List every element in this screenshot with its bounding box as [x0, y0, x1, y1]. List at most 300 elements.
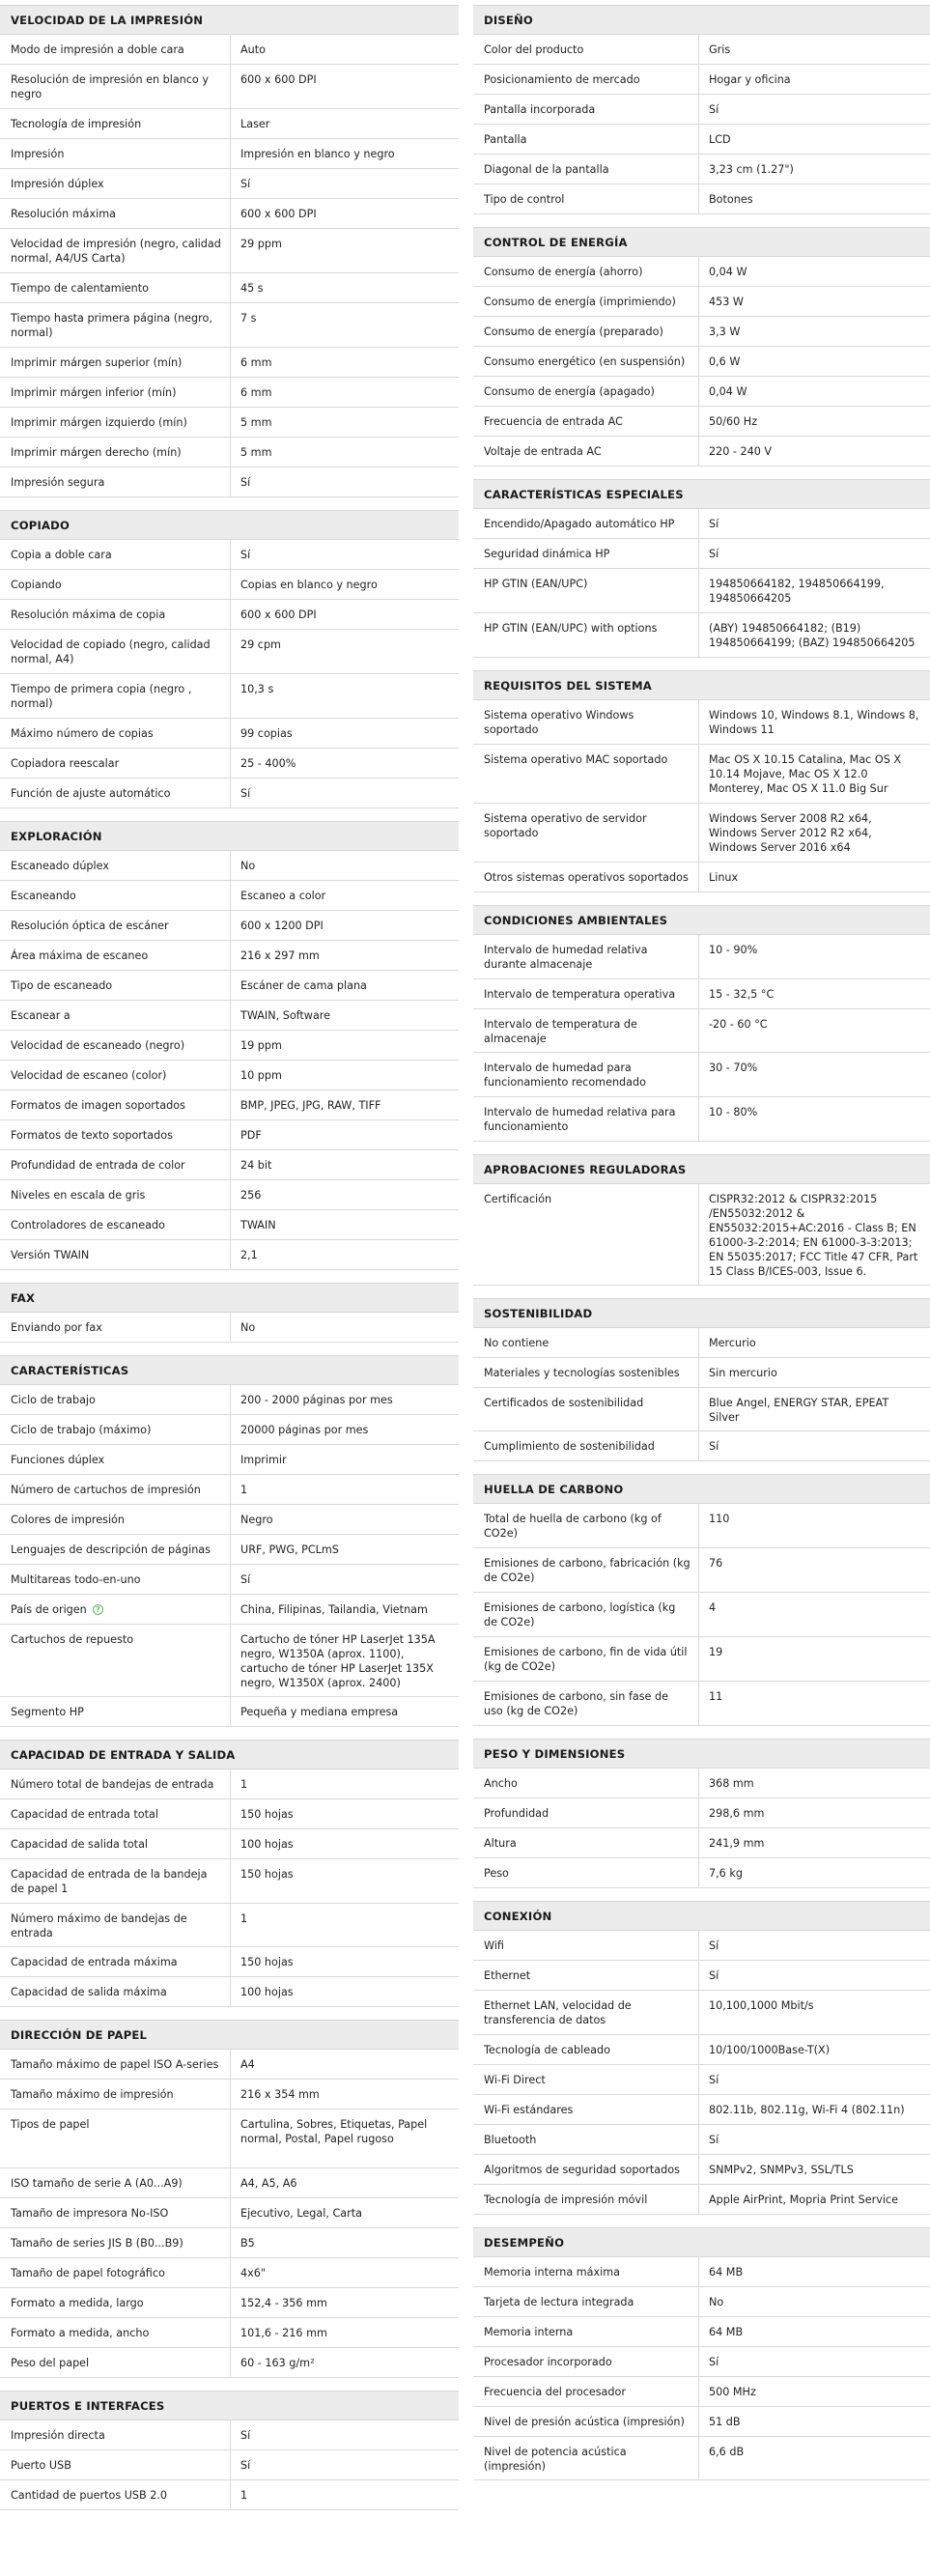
spec-row	[473, 804, 930, 863]
spec-row	[473, 979, 930, 1009]
spec-label: Emisiones de carbono, fin de vida útil (kg de CO2e)	[484, 1646, 688, 1673]
spec-label: Tipo de control	[484, 193, 565, 206]
spec-value: 45 s	[240, 282, 264, 295]
spec-value: 10 - 90%	[709, 944, 758, 956]
section-title: PESO Y DIMENSIONES	[473, 1739, 930, 1769]
spec-row	[473, 2185, 930, 2215]
spec-label: Pantalla	[484, 133, 527, 146]
spec-label: Capacidad de entrada de la bandeja de papel 1	[11, 1868, 208, 1895]
spec-label: Formatos de texto soportados	[11, 1129, 173, 1142]
spec-value: CISPR32:2012 & CISPR32:2015 /EN55032:2012 & EN55032:2015+AC:2016 - Class B; EN 61000-3-2:2014; EN 61000-3-3:2013; EN 55035:2017; FCC Title 47 CFR, Part 15 Class B/ICES-003, Issue 6.	[709, 1193, 918, 1278]
spec-label-cell	[473, 1991, 699, 2034]
spec-value: 100 hojas	[240, 1986, 294, 1998]
spec-value: LCD	[709, 133, 731, 146]
spec-label-cell	[0, 2348, 231, 2377]
spec-row	[473, 407, 930, 437]
spec-row	[0, 1001, 459, 1031]
spec-value: 256	[240, 1189, 262, 1202]
section-requisitos-del-sistema	[473, 670, 930, 892]
section-title: DIRECCIÓN DE PAPEL	[0, 2020, 459, 2050]
spec-value: 51 dB	[709, 2416, 741, 2428]
section-sostenibilidad	[473, 1298, 930, 1461]
section-title: REQUISITOS DEL SISTEMA	[473, 670, 930, 700]
spec-value: 15 - 32,5 °C	[709, 988, 775, 1001]
spec-label: Capacidad de entrada máxima	[11, 1956, 178, 1968]
spec-label: Tipos de papel	[11, 2118, 90, 2131]
spec-row	[0, 348, 459, 378]
spec-label-cell	[0, 719, 231, 748]
spec-row	[0, 911, 459, 941]
spec-row	[473, 1053, 930, 1097]
spec-label-cell	[473, 804, 699, 862]
spec-row	[0, 1475, 459, 1505]
spec-value: Auto	[240, 43, 266, 56]
spec-value: -20 - 60 °C	[709, 1018, 768, 1031]
spec-row	[0, 438, 459, 467]
spec-row	[473, 65, 930, 95]
spec-value: 100 hojas	[240, 1838, 294, 1851]
spec-label-cell	[473, 2437, 699, 2479]
spec-label-cell	[0, 2288, 231, 2317]
spec-value: Imprimir	[240, 1454, 287, 1466]
spec-row	[0, 2198, 459, 2228]
spec-label: Posicionamiento de mercado	[484, 73, 640, 86]
spec-label-cell	[0, 2420, 231, 2449]
spec-label-cell	[0, 378, 231, 407]
spec-value: 3,3 W	[709, 326, 741, 338]
spec-value: (ABY) 194850664182; (B19) 194850664199; (BAZ) 194850664205	[709, 622, 916, 649]
spec-label-cell	[0, 1595, 231, 1624]
section-direccion-de-papel	[0, 2020, 459, 2378]
spec-row	[473, 2407, 930, 2437]
spec-row	[473, 287, 930, 317]
spec-value: Sí	[709, 2356, 719, 2368]
spec-value: BMP, JPEG, JPG, RAW, TIFF	[240, 1099, 381, 1112]
spec-value: 6 mm	[240, 356, 272, 369]
section-caracteristicas-especiales	[473, 479, 930, 658]
spec-label: Frecuencia de entrada AC	[484, 415, 623, 428]
spec-label-cell	[473, 1637, 699, 1681]
spec-value: 64 MB	[709, 2266, 744, 2279]
spec-row	[0, 778, 459, 808]
spec-row	[473, 863, 930, 892]
spec-row	[473, 2377, 930, 2407]
spec-row	[473, 1798, 930, 1828]
spec-value: 241,9 mm	[709, 1837, 765, 1850]
spec-label: Cartuchos de repuesto	[11, 1633, 134, 1646]
spec-label-cell	[0, 1090, 231, 1119]
spec-value: Mac OS X 10.15 Catalina, Mac OS X 10.14 Mojave, Mac OS X 12.0 Monterey, Mac OS X 11.0 Big Sur	[709, 753, 902, 795]
spec-label: Tipo de escaneado	[11, 979, 113, 992]
spec-label: Nivel de presión acústica (impresión)	[484, 2416, 685, 2428]
help-icon[interactable]: ?	[93, 1604, 103, 1615]
spec-value: 1	[240, 1778, 248, 1791]
spec-value: 600 x 600 DPI	[240, 73, 317, 86]
spec-label-cell	[473, 347, 699, 376]
spec-row	[0, 1090, 459, 1120]
spec-value: B5	[240, 2237, 255, 2250]
spec-row	[0, 303, 459, 348]
spec-row	[473, 1769, 930, 1798]
spec-value: 10,3 s	[240, 683, 274, 695]
spec-value: 7,6 kg	[709, 1867, 743, 1880]
spec-row	[0, 1625, 459, 1697]
spec-label-cell	[0, 1625, 231, 1696]
spec-label-cell	[473, 95, 699, 124]
spec-value: 29 cpm	[240, 638, 281, 651]
spec-label-cell	[0, 2450, 231, 2479]
spec-label-cell	[473, 1431, 699, 1460]
spec-value: 24 bit	[240, 1159, 272, 1172]
spec-row	[0, 1061, 459, 1090]
section-title: COPIADO	[0, 510, 459, 540]
spec-label: Imprimir márgen superior (mín)	[11, 356, 183, 369]
spec-row	[0, 2168, 459, 2198]
spec-value: 600 x 1200 DPI	[240, 920, 324, 932]
spec-label: Otros sistemas operativos soportados	[484, 871, 689, 884]
spec-value: 216 x 297 mm	[240, 949, 320, 962]
spec-value: Sí	[240, 549, 251, 561]
spec-value: Hogar y oficina	[709, 73, 791, 86]
section-copiado	[0, 510, 459, 808]
spec-label: Ciclo de trabajo	[11, 1394, 96, 1406]
spec-label-cell	[0, 971, 231, 1000]
spec-value: 0,04 W	[709, 385, 747, 398]
spec-row	[0, 169, 459, 199]
spec-label-cell	[0, 1535, 231, 1564]
spec-label: Número máximo de bandejas de entrada	[11, 1912, 187, 1939]
spec-label: Imprimir márgen derecho (mín)	[11, 446, 182, 459]
spec-row	[473, 2155, 930, 2185]
spec-row	[473, 2125, 930, 2155]
section-condiciones-ambientales	[473, 905, 930, 1142]
spec-row	[473, 184, 930, 214]
spec-label: Sistema operativo MAC soportado	[484, 753, 668, 766]
spec-label-cell	[473, 1053, 699, 1096]
spec-label-cell	[473, 1548, 699, 1592]
spec-row	[0, 719, 459, 749]
spec-value: Sí	[709, 1939, 719, 1952]
spec-label-cell	[0, 273, 231, 302]
spec-label-cell	[0, 109, 231, 138]
spec-row	[0, 2080, 459, 2109]
spec-label-cell	[0, 1415, 231, 1444]
spec-label-cell	[473, 2035, 699, 2064]
section-puertos-e-interfaces	[0, 2391, 459, 2510]
spec-value: 5 mm	[240, 446, 272, 459]
spec-value: 152,4 - 356 mm	[240, 2297, 327, 2309]
spec-row	[0, 1829, 459, 1859]
spec-label: Wifi	[484, 1939, 504, 1952]
spec-label: Certificados de sostenibilidad	[484, 1397, 644, 1409]
spec-label: Velocidad de copiado (negro, calidad normal, A4)	[11, 638, 211, 665]
spec-value: 10 ppm	[240, 1069, 282, 1082]
spec-row	[0, 139, 459, 169]
spec-label: Profundidad	[484, 1807, 550, 1820]
section-title: APROBACIONES REGULADORAS	[473, 1154, 930, 1184]
spec-value: Sí	[709, 518, 719, 530]
spec-label-cell	[473, 1682, 699, 1725]
spec-value: 30 - 70%	[709, 1062, 758, 1074]
spec-label-cell	[473, 2125, 699, 2154]
spec-value: 220 - 240 V	[709, 445, 773, 458]
spec-label-cell	[473, 2095, 699, 2124]
spec-label: Colores de impresión	[11, 1514, 125, 1526]
spec-row	[0, 851, 459, 881]
spec-label: Formato a medida, largo	[11, 2297, 144, 2309]
spec-label: Consumo de energía (ahorro)	[484, 266, 643, 278]
section-control-de-energia	[473, 227, 930, 467]
spec-value: No	[240, 860, 256, 872]
spec-label-cell	[473, 1961, 699, 1990]
section-title: CAPACIDAD DE ENTRADA Y SALIDA	[0, 1740, 459, 1769]
spec-row	[473, 1184, 930, 1286]
spec-row	[0, 2420, 459, 2450]
spec-value: Blue Angel, ENERGY STAR, EPEAT Silver	[709, 1397, 889, 1424]
spec-value: Copias en blanco y negro	[240, 579, 378, 591]
spec-label: Color del producto	[484, 43, 584, 56]
spec-label: Voltaje de entrada AC	[484, 445, 602, 458]
spec-label: Cumplimiento de sostenibilidad	[484, 1440, 655, 1453]
spec-label: Escaneado dúplex	[11, 860, 109, 872]
spec-row	[473, 1504, 930, 1548]
spec-label-cell	[0, 1475, 231, 1504]
spec-value: 6 mm	[240, 386, 272, 399]
spec-row	[473, 2257, 930, 2287]
spec-value: TWAIN, Software	[240, 1009, 331, 1022]
spec-value: Sí	[240, 2429, 251, 2442]
spec-value: 10 - 80%	[709, 1106, 758, 1118]
spec-value: PDF	[240, 1129, 262, 1142]
spec-label-cell	[0, 2198, 231, 2227]
spec-label: Algoritmos de seguridad soportados	[484, 2164, 680, 2176]
spec-label: Tiempo de primera copia (negro , normal)	[11, 683, 192, 710]
spec-label: Lenguajes de descripción de páginas	[11, 1543, 211, 1556]
spec-label: Diagonal de la pantalla	[484, 163, 609, 176]
spec-row	[473, 569, 930, 613]
spec-label-cell	[473, 2317, 699, 2346]
spec-value: 150 hojas	[240, 1956, 294, 1968]
section-peso-y-dimensiones	[473, 1739, 930, 1888]
spec-row	[473, 95, 930, 125]
spec-row	[0, 2228, 459, 2258]
spec-label-cell	[0, 1904, 231, 1946]
spec-label: Emisiones de carbono, sin fase de uso (kg de CO2e)	[484, 1690, 668, 1717]
spec-label-cell	[0, 1120, 231, 1149]
spec-label: Puerto USB	[11, 2459, 71, 2472]
spec-value: 600 x 600 DPI	[240, 208, 317, 220]
spec-value: 500 MHz	[709, 2386, 756, 2398]
spec-label-cell	[473, 407, 699, 436]
spec-label-cell	[473, 257, 699, 286]
spec-value: 1	[240, 1484, 248, 1496]
spec-row	[0, 1313, 459, 1343]
spec-value: 2,1	[240, 1249, 258, 1261]
spec-label-cell	[0, 2050, 231, 2079]
spec-label-cell	[0, 303, 231, 347]
spec-row	[473, 935, 930, 979]
spec-value: Sí	[240, 178, 251, 190]
spec-label-cell	[473, 700, 699, 744]
section-fax	[0, 1283, 459, 1343]
spec-value: 10/100/1000Base-T(X)	[709, 2044, 831, 2056]
spec-row	[0, 2480, 459, 2510]
spec-row	[0, 1031, 459, 1061]
spec-label-cell	[0, 570, 231, 599]
spec-row	[473, 2437, 930, 2480]
spec-row	[473, 437, 930, 467]
spec-value: 200 - 2000 páginas por mes	[240, 1394, 393, 1406]
spec-label-cell	[473, 1388, 699, 1430]
spec-label: No contiene	[484, 1337, 550, 1349]
section-huella-de-carbono	[473, 1474, 930, 1726]
spec-row	[0, 199, 459, 229]
spec-value: Sí	[709, 2134, 719, 2146]
spec-label-cell	[473, 35, 699, 64]
spec-label-cell	[0, 1180, 231, 1209]
section-title: FAX	[0, 1283, 459, 1313]
spec-label-cell	[0, 1445, 231, 1474]
spec-label: Cantidad de puertos USB 2.0	[11, 2489, 168, 2502]
spec-row	[473, 2287, 930, 2317]
spec-label: Ciclo de trabajo (máximo)	[11, 1424, 152, 1436]
spec-row	[473, 1009, 930, 1053]
spec-label-cell	[0, 2080, 231, 2109]
spec-label-cell	[0, 1859, 231, 1903]
spec-label-cell	[0, 1001, 231, 1030]
spec-row	[473, 257, 930, 287]
spec-value: 19	[709, 1646, 723, 1658]
spec-value: 0,6 W	[709, 355, 741, 368]
spec-row	[473, 155, 930, 184]
spec-value: 1	[240, 2489, 248, 2502]
section-title: CONEXIÓN	[473, 1901, 930, 1931]
spec-row	[0, 570, 459, 600]
spec-label-cell	[0, 169, 231, 198]
spec-row	[473, 509, 930, 539]
spec-value: Cartulina, Sobres, Etiquetas, Papel normal, Postal, Papel rugoso	[240, 2118, 428, 2145]
spec-label-cell	[0, 1769, 231, 1798]
spec-label-cell	[473, 437, 699, 466]
spec-label: Impresión segura	[11, 476, 105, 489]
spec-row	[0, 2258, 459, 2288]
spec-row	[0, 2050, 459, 2080]
spec-row	[0, 1415, 459, 1445]
spec-label: Materiales y tecnologías sostenibles	[484, 1367, 680, 1379]
spec-label: Profundidad de entrada de color	[11, 1159, 185, 1172]
spec-row	[473, 1328, 930, 1358]
spec-label: Peso	[484, 1867, 509, 1880]
section-title: DISEÑO	[473, 5, 930, 35]
spec-value: Sí	[240, 2459, 251, 2472]
spec-label-cell	[0, 911, 231, 940]
spec-value: 3,23 cm (1.27")	[709, 163, 794, 176]
spec-row	[0, 2288, 459, 2318]
spec-value: Sin mercurio	[709, 1367, 777, 1379]
spec-row	[0, 1240, 459, 1270]
spec-value: 5 mm	[240, 416, 272, 429]
spec-row	[473, 1358, 930, 1388]
spec-value: 60 - 163 g/m²	[240, 2357, 315, 2369]
spec-row	[473, 377, 930, 407]
spec-label-cell	[0, 65, 231, 108]
spec-row	[473, 2095, 930, 2125]
spec-label-cell	[473, 539, 699, 568]
spec-label-cell	[0, 1565, 231, 1594]
spec-row	[473, 1637, 930, 1682]
spec-label-cell	[473, 2065, 699, 2094]
spec-value: Laser	[240, 118, 270, 130]
spec-label: Velocidad de impresión (negro, calidad normal, A4/US Carta)	[11, 238, 221, 265]
spec-label: Wi-Fi Direct	[484, 2074, 546, 2086]
spec-label-cell	[473, 1798, 699, 1827]
spec-value: Impresión en blanco y negro	[240, 148, 395, 160]
spec-value: Sí	[709, 548, 719, 560]
spec-label-cell	[0, 540, 231, 569]
spec-label: Tecnología de impresión móvil	[484, 2194, 648, 2206]
spec-row	[473, 1097, 930, 1142]
spec-label-cell	[473, 979, 699, 1008]
section-title: CARACTERÍSTICAS	[0, 1355, 459, 1385]
spec-label: Altura	[484, 1837, 517, 1850]
spec-row	[0, 540, 459, 570]
spec-row	[473, 1828, 930, 1858]
spec-label-cell	[0, 2318, 231, 2347]
spec-label: Memoria interna	[484, 2326, 574, 2338]
section-title: PUERTOS E INTERFACES	[0, 2391, 459, 2420]
spec-value: Gris	[709, 43, 731, 56]
spec-row	[0, 1977, 459, 2007]
spec-label: Intervalo de humedad relativa para funcionamiento	[484, 1106, 676, 1133]
spec-row	[0, 1904, 459, 1947]
spec-label-cell	[473, 1504, 699, 1547]
spec-row	[473, 1961, 930, 1991]
spec-row	[473, 1431, 930, 1461]
spec-label-cell	[473, 2185, 699, 2214]
section-aprobaciones-reguladoras	[473, 1154, 930, 1286]
spec-label-cell	[473, 1828, 699, 1857]
section-title: HUELLA DE CARBONO	[473, 1474, 930, 1504]
spec-label-cell	[473, 1009, 699, 1052]
spec-label-cell	[0, 1505, 231, 1534]
spec-label: Impresión	[11, 148, 65, 160]
spec-label-cell	[0, 1385, 231, 1414]
spec-label: Sistema operativo de servidor soportado	[484, 812, 647, 839]
spec-value: 64 MB	[709, 2326, 744, 2338]
spec-value: 216 x 354 mm	[240, 2088, 320, 2101]
spec-label: Encendido/Apagado automático HP	[484, 518, 675, 530]
spec-label-cell	[473, 2407, 699, 2436]
spec-label: Impresión dúplex	[11, 178, 104, 190]
spec-label: Memoria interna máxima	[484, 2266, 621, 2279]
spec-label-cell	[473, 1593, 699, 1636]
spec-label-cell	[0, 1150, 231, 1179]
spec-label: Imprimir márgen inferior (mín)	[11, 386, 177, 399]
spec-row	[473, 613, 930, 658]
spec-row	[0, 1565, 459, 1595]
spec-label: Impresión directa	[11, 2429, 105, 2442]
spec-label: Velocidad de escaneado (negro)	[11, 1039, 185, 1052]
spec-value: Sí	[240, 1573, 251, 1586]
spec-label: Controladores de escaneado	[11, 1219, 165, 1231]
spec-label: Formato a medida, ancho	[11, 2327, 150, 2339]
spec-row	[0, 630, 459, 674]
spec-value: 99 copias	[240, 727, 293, 740]
spec-label: Niveles en escala de gris	[11, 1189, 146, 1202]
spec-label-cell	[0, 851, 231, 880]
spec-label-cell	[0, 1061, 231, 1090]
spec-row	[0, 1385, 459, 1415]
